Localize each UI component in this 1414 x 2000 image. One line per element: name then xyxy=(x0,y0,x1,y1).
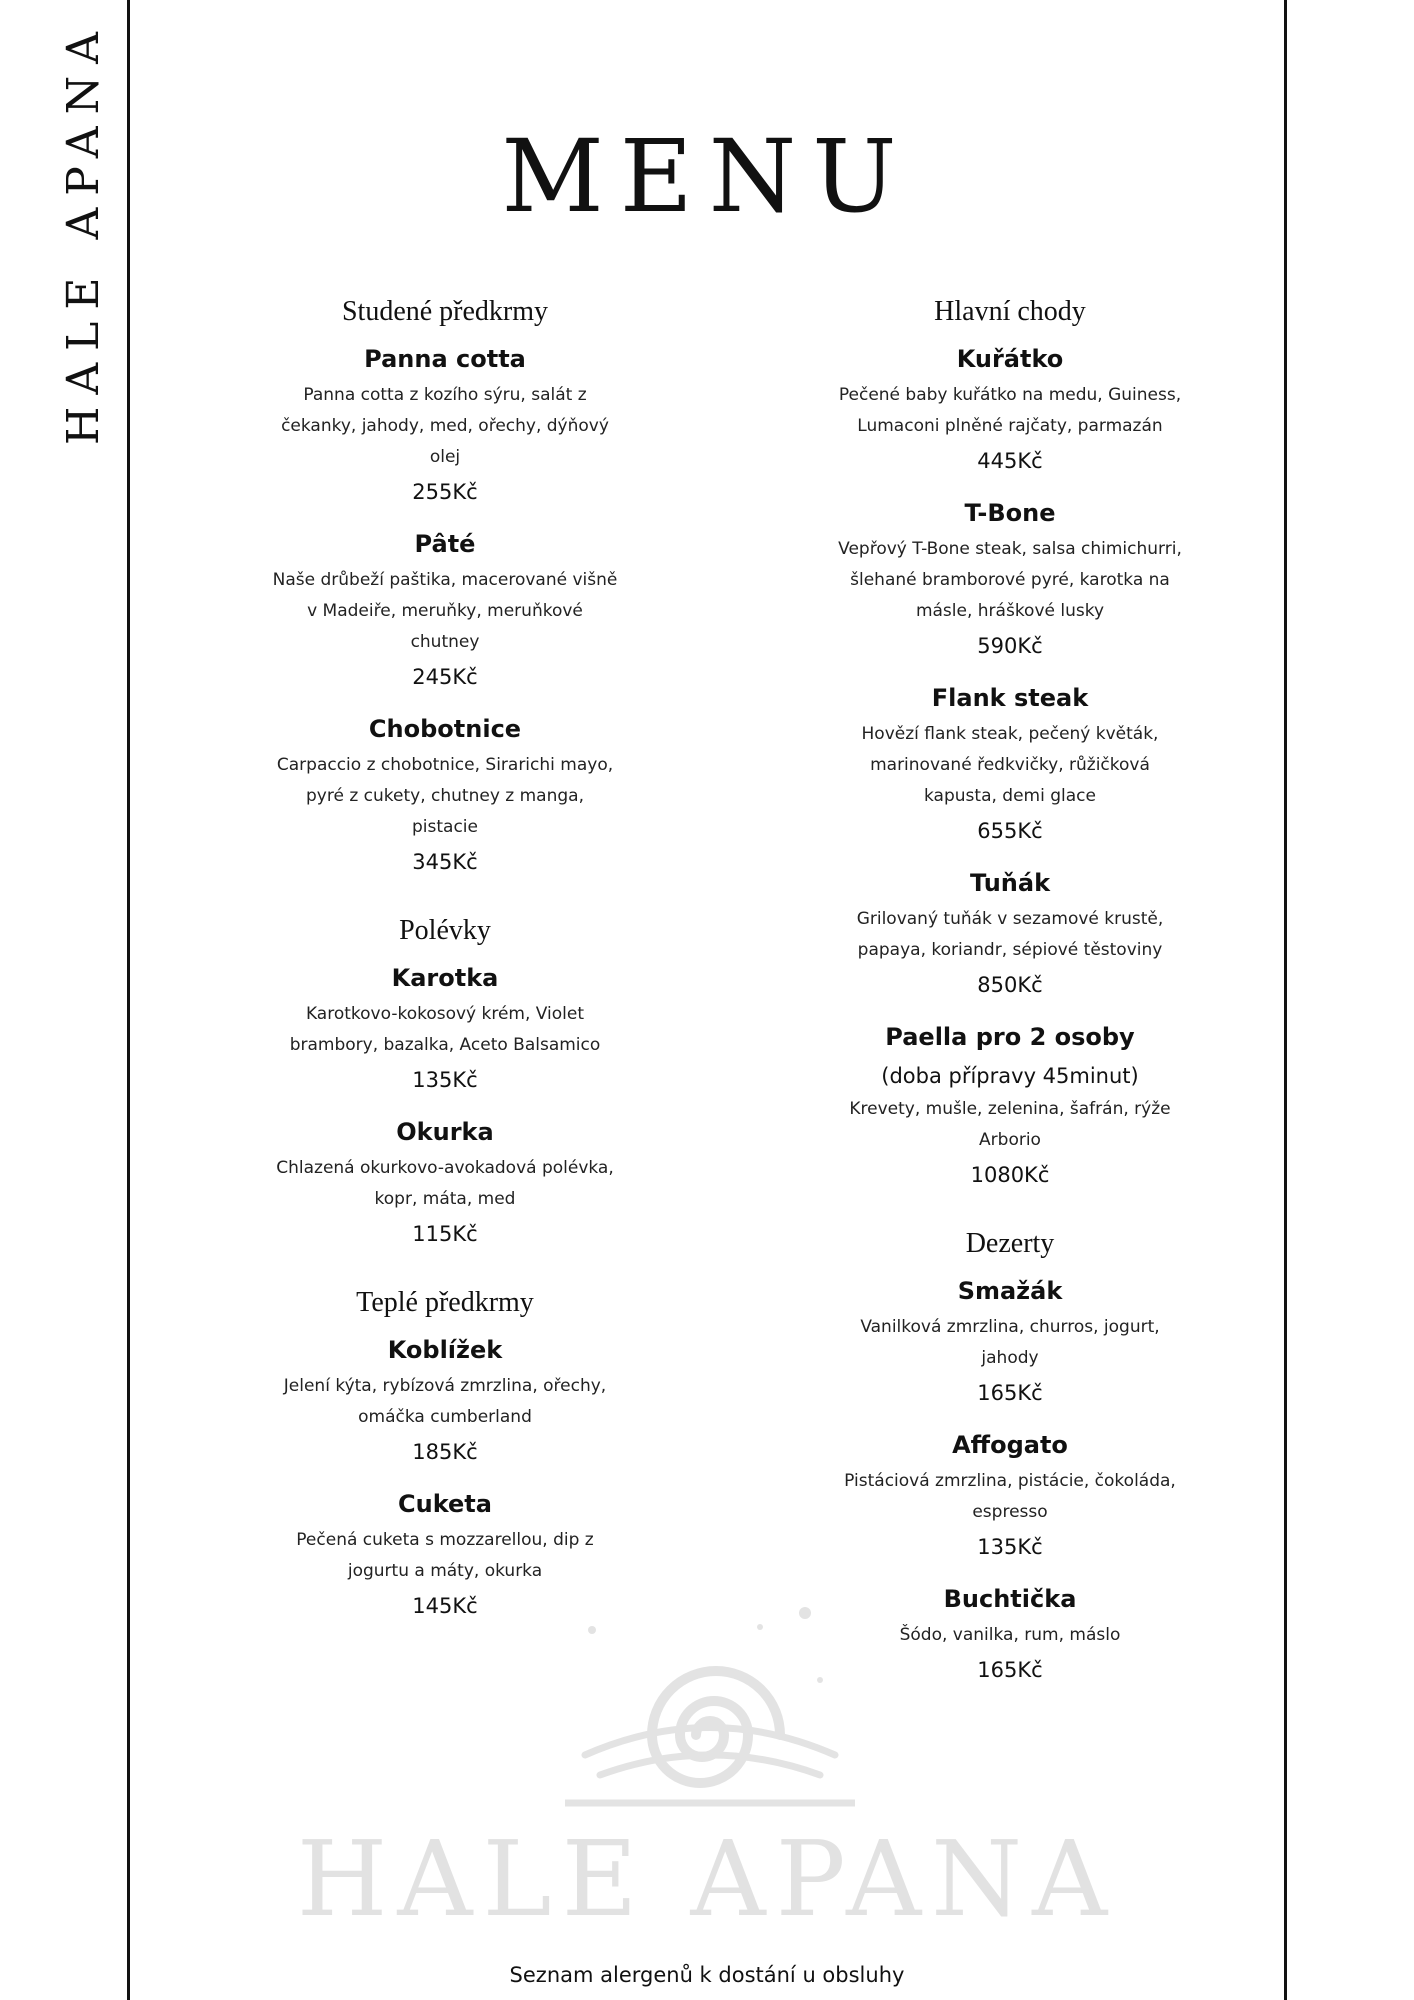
item-desc: Carpaccio z chobotnice, Sirarichi mayo, pyré z cukety, chutney z manga, pistacie xyxy=(276,755,614,837)
item-name: Cuketa xyxy=(398,1490,492,1518)
menu-item xyxy=(830,1270,1190,1412)
item-desc: Jelení kýta, rybízová zmrzlina, ořechy, omáčka cumberland xyxy=(283,1376,607,1427)
right-menu-column xyxy=(830,290,1190,1717)
item-price: 135Kč xyxy=(977,1535,1043,1559)
item-desc: Naše drůbeží paštika, macerované višně v Madeiře, meruňky, meruňkové chutney xyxy=(272,570,618,652)
item-name: Panna cotta xyxy=(364,345,526,373)
menu-item xyxy=(830,862,1190,1004)
item-note: (doba přípravy 45minut) xyxy=(881,1064,1139,1088)
menu-item xyxy=(265,957,625,1099)
watermark-brand: HALE APANA xyxy=(296,1818,1118,1940)
item-name: Kuřátko xyxy=(956,345,1064,373)
item-name: Chobotnice xyxy=(368,715,522,743)
item-desc: Chlazená okurkovo-avokadová polévka, kopr, máta, med xyxy=(276,1158,614,1209)
item-name: Pâté xyxy=(414,530,476,558)
item-desc: Panna cotta z kozího sýru, salát z čekanky, jahody, med, ořechy, dýňový olej xyxy=(281,385,609,467)
menu-item xyxy=(265,1483,625,1625)
item-desc: Šódo, vanilka, rum, máslo xyxy=(899,1625,1121,1645)
section-heading: Dezerty xyxy=(965,1228,1055,1259)
item-name: Karotka xyxy=(391,964,499,992)
item-desc: Karotkovo-kokosový krém, Violet brambory, bazalka, Aceto Balsamico xyxy=(289,1004,601,1055)
menu-item xyxy=(830,1016,1190,1194)
spiral-sun-logo-icon xyxy=(565,1605,855,1815)
menu-item xyxy=(830,492,1190,665)
menu-section xyxy=(265,290,625,881)
item-price: 655Kč xyxy=(977,819,1043,843)
section-heading: Polévky xyxy=(399,915,491,946)
item-name: Buchtička xyxy=(943,1585,1077,1613)
item-price: 165Kč xyxy=(977,1658,1043,1682)
item-price: 255Kč xyxy=(412,480,478,504)
menu-title: MENU xyxy=(501,118,913,235)
item-price: 1080Kč xyxy=(970,1163,1050,1187)
item-price: 115Kč xyxy=(412,1222,478,1246)
menu-item xyxy=(265,523,625,696)
item-price: 145Kč xyxy=(412,1594,478,1618)
item-name: Affogato xyxy=(952,1431,1068,1459)
item-price: 165Kč xyxy=(977,1381,1043,1405)
menu-item xyxy=(830,677,1190,850)
section-heading: Hlavní chody xyxy=(934,296,1086,327)
left-border-line xyxy=(127,0,130,2000)
item-desc: Grilovaný tuňák v sezamové krustě, papaya, koriandr, sépiové těstoviny xyxy=(856,909,1164,960)
item-name: Tuňák xyxy=(969,869,1051,897)
menu-section xyxy=(265,909,625,1253)
item-price: 135Kč xyxy=(412,1068,478,1092)
item-desc: Hovězí flank steak, pečený květák, marinované ředkvičky, růžičková kapusta, demi glace xyxy=(861,724,1159,806)
side-brand-text: HALE APANA xyxy=(58,20,109,445)
item-name: Koblížek xyxy=(387,1336,503,1364)
item-price: 850Kč xyxy=(977,973,1043,997)
item-desc: Vepřový T-Bone steak, salsa chimichurri, šlehané bramborové pyré, karotka na másle, hráškové lusky xyxy=(838,539,1182,621)
left-menu-column xyxy=(265,290,625,1653)
section-heading: Studené předkrmy xyxy=(341,296,549,327)
item-desc: Pistáciová zmrzlina, pistácie, čokoláda, espresso xyxy=(844,1471,1176,1522)
item-price: 245Kč xyxy=(412,665,478,689)
item-price: 590Kč xyxy=(977,634,1043,658)
item-name: T-Bone xyxy=(964,499,1056,527)
menu-item xyxy=(830,1578,1190,1689)
menu-item xyxy=(265,1329,625,1471)
item-name: Paella pro 2 osoby xyxy=(885,1023,1135,1051)
item-desc: Vanilková zmrzlina, churros, jogurt, jahody xyxy=(860,1317,1160,1368)
menu-section xyxy=(830,290,1190,1194)
menu-item xyxy=(265,338,625,511)
item-name: Flank steak xyxy=(931,684,1089,712)
menu-item xyxy=(830,1424,1190,1566)
item-name: Smažák xyxy=(957,1277,1063,1305)
menu-item xyxy=(830,338,1190,480)
item-name: Okurka xyxy=(396,1118,494,1146)
item-desc: Krevety, mušle, zelenina, šafrán, rýže Arborio xyxy=(849,1099,1171,1150)
right-border-line xyxy=(1284,0,1287,2000)
allergen-note: Seznam alergenů k dostání u obsluhy xyxy=(509,1963,905,1987)
menu-section xyxy=(830,1222,1190,1689)
menu-item xyxy=(265,1111,625,1253)
item-desc: Pečené baby kuřátko na medu, Guiness, Lumaconi plněné rajčaty, parmazán xyxy=(838,385,1182,436)
item-desc: Pečená cuketa s mozzarellou, dip z jogurtu a máty, okurka xyxy=(296,1530,594,1581)
item-price: 185Kč xyxy=(412,1440,478,1464)
section-heading: Teplé předkrmy xyxy=(356,1287,534,1318)
menu-section xyxy=(265,1281,625,1625)
item-price: 345Kč xyxy=(412,850,478,874)
item-price: 445Kč xyxy=(977,449,1043,473)
menu-item xyxy=(265,708,625,881)
